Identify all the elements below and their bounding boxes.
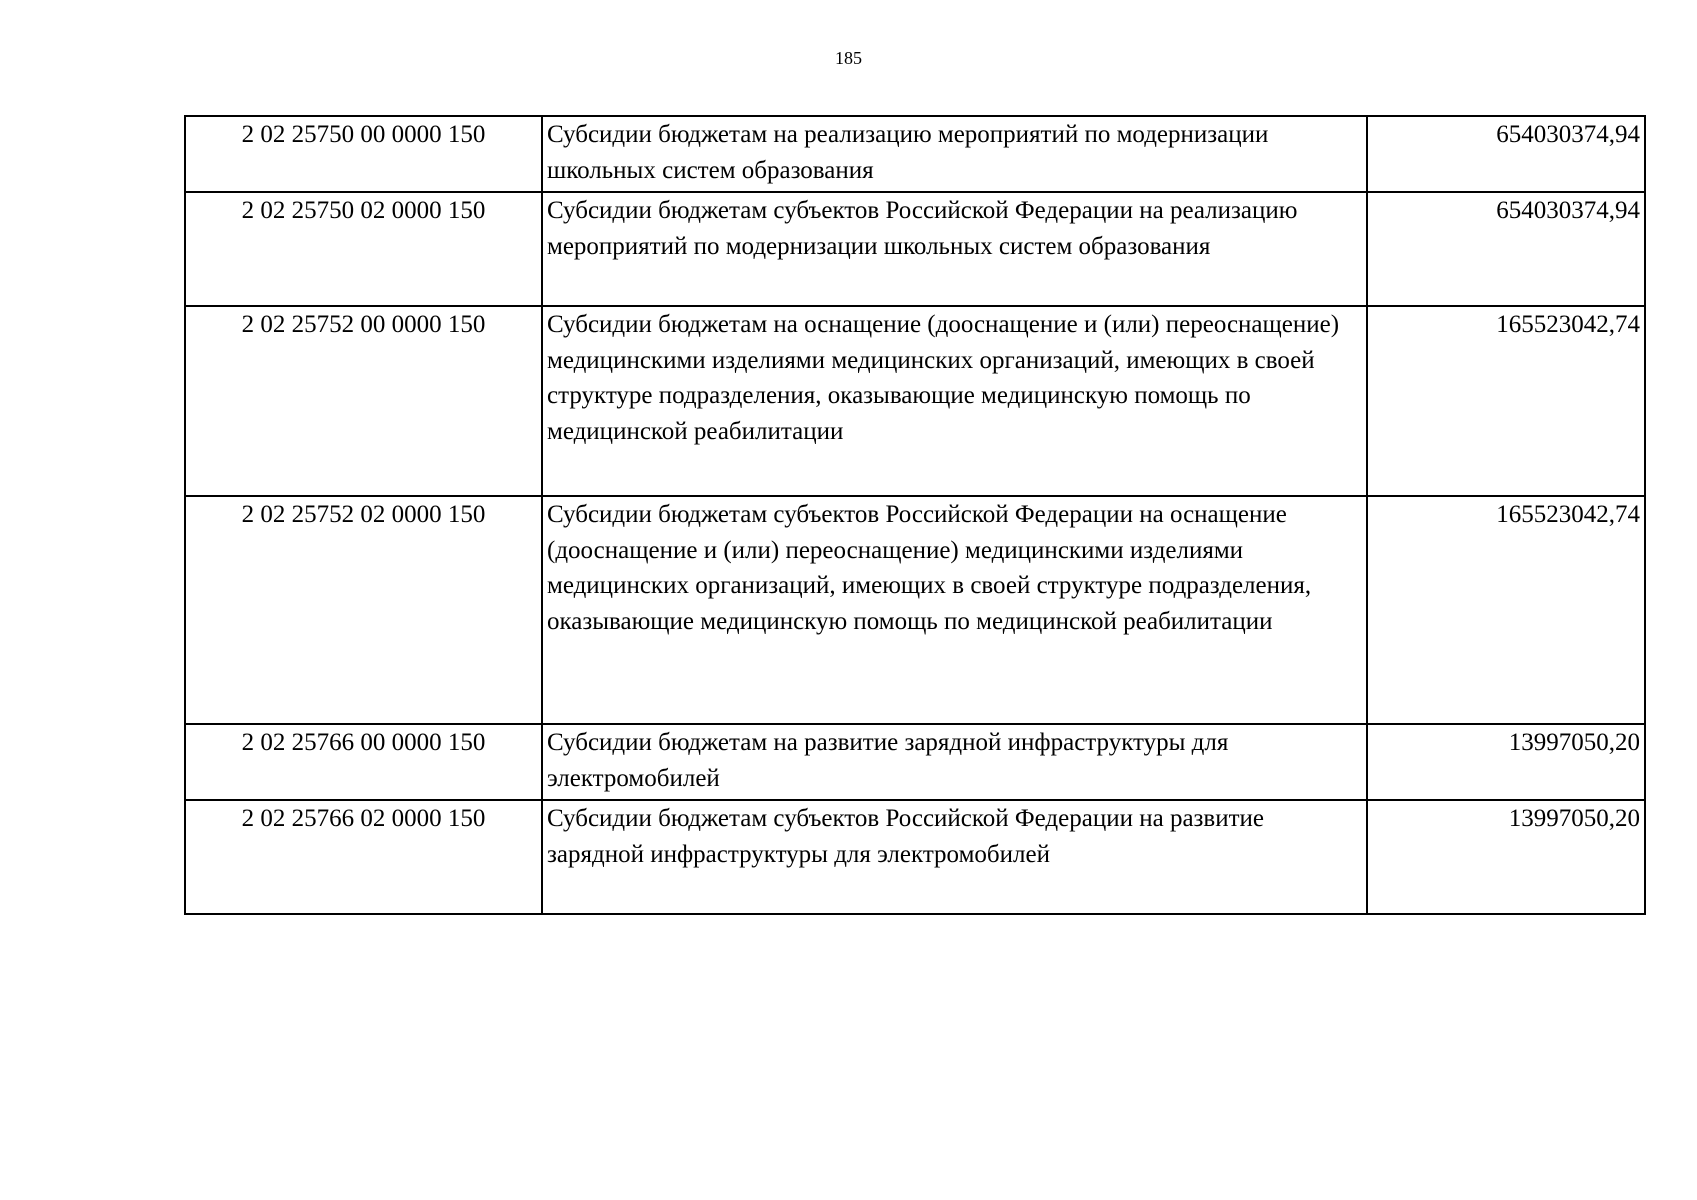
amount-cell: 654030374,94 [1367, 192, 1645, 306]
amount-cell: 654030374,94 [1367, 116, 1645, 192]
budget-code-cell: 2 02 25750 02 0000 150 [185, 192, 542, 306]
table-row [185, 800, 1645, 914]
budget-revenue-table [184, 115, 1646, 915]
revenue-name-cell: Субсидии бюджетам на реализацию мероприятий по модернизации школьных систем образования [542, 116, 1367, 192]
table-row [185, 192, 1645, 306]
budget-code-cell: 2 02 25750 00 0000 150 [185, 116, 542, 192]
amount-cell: 13997050,20 [1367, 724, 1645, 800]
budget-code-cell: 2 02 25766 02 0000 150 [185, 800, 542, 914]
amount-cell: 165523042,74 [1367, 496, 1645, 724]
table-row [185, 724, 1645, 800]
revenue-name-cell: Субсидии бюджетам субъектов Российской Федерации на оснащение (дооснащение и (или) переоснащение) медицинскими изделиями медицинских организаций, имеющих в своей структуре подразделения, оказывающие медицинскую помощь по медицинской реабилитации [542, 496, 1367, 724]
budget-code-cell: 2 02 25752 00 0000 150 [185, 306, 542, 496]
amount-cell: 13997050,20 [1367, 800, 1645, 914]
table-row [185, 116, 1645, 192]
revenue-name-cell: Субсидии бюджетам субъектов Российской Федерации на развитие зарядной инфраструктуры для электромобилей [542, 800, 1367, 914]
budget-code-cell: 2 02 25752 02 0000 150 [185, 496, 542, 724]
table-row [185, 306, 1645, 496]
page-number: 185 [835, 48, 862, 68]
amount-cell: 165523042,74 [1367, 306, 1645, 496]
revenue-name-cell: Субсидии бюджетам на оснащение (дооснащение и (или) переоснащение) медицинскими изделиями медицинских организаций, имеющих в своей структуре подразделения, оказывающие медицинскую помощь по медицинской реабилитации [542, 306, 1367, 496]
table-row [185, 496, 1645, 724]
budget-code-cell: 2 02 25766 00 0000 150 [185, 724, 542, 800]
revenue-name-cell: Субсидии бюджетам на развитие зарядной инфраструктуры для электромобилей [542, 724, 1367, 800]
revenue-name-cell: Субсидии бюджетам субъектов Российской Федерации на реализацию мероприятий по модернизации школьных систем образования [542, 192, 1367, 306]
